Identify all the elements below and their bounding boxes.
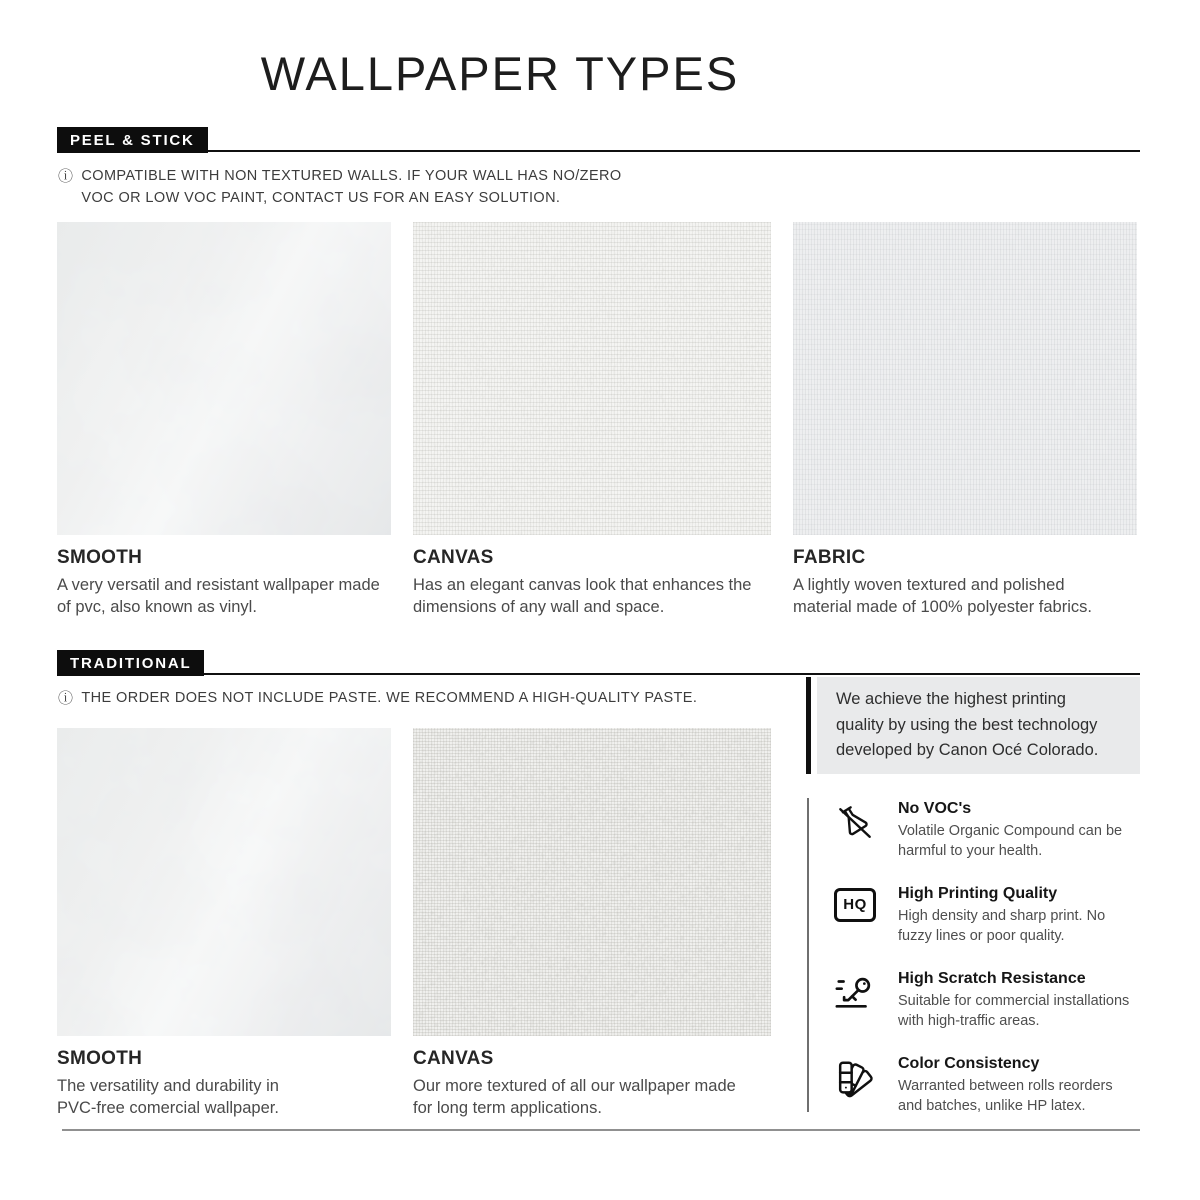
page-title: WALLPAPER TYPES [260,47,740,100]
callout-text: We achieve the highest printing [836,690,1066,708]
feature-list-divider [807,798,809,1112]
section-divider-line [57,673,1140,675]
swatch-description: A lightly woven textured and polished material made of 100% polyester fabrics. [793,576,1092,616]
texture-noise [793,222,1137,535]
feature-title: High Printing Quality [898,884,1058,902]
swatch-name: SMOOTH [57,1048,143,1069]
feature-title: Color Consistency [898,1054,1040,1072]
feature-description: High density and sharp print. No fuzzy lines or poor quality. [898,907,1106,944]
feature-no-voc [833,800,1140,861]
canvas-texture-sample [413,222,771,535]
peel-and-stick-note [58,166,622,210]
swatch-name: CANVAS [413,547,494,568]
note-line: THE ORDER DOES NOT INCLUDE PASTE. WE RECOMMEND A HIGH-QUALITY PASTE. [81,690,698,706]
feature-text [898,885,1140,946]
info-icon: ⓘ [58,690,74,707]
callout-text: developed by Canon Océ Colorado. [836,741,1099,760]
info-icon: ⓘ [58,168,74,185]
feature-title: High Scratch Resistance [898,969,1086,987]
feature-text [898,970,1140,1031]
note-line: VOC OR LOW VOC PAINT, CONTACT US FOR AN EASY SOLUTION. [81,189,561,206]
texture-noise [57,222,391,535]
swatch-card-canvas [413,728,771,1120]
swatch-description: Has an elegant canvas look that enhances the dimensions of any wall and space. [413,576,752,616]
feature-description: Warranted between rolls reorders and batches, unlike HP latex. [898,1077,1113,1114]
feature-title: No VOC's [898,799,972,817]
swatch-name: SMOOTH [57,547,143,568]
feature-text [898,1055,1140,1116]
section-label-traditional: TRADITIONAL [57,650,204,676]
traditional-note [58,688,697,710]
hq-badge-icon [833,885,877,931]
swatch-description: A very versatil and resistant wallpaper made of pvc, also known as vinyl. [57,576,380,616]
swatch-description: Our more textured of all our wallpaper made for long term applications. [413,1077,736,1117]
hq-badge-text: HQ [834,888,876,922]
traditional-swatch-row [57,728,771,1120]
fabric-texture-sample [793,222,1137,535]
feature-high-printing-quality [833,885,1140,946]
texture-noise [413,222,771,535]
sidebar [806,677,1140,1140]
feature-list [806,798,1140,1116]
texture-noise [57,728,391,1036]
feature-description: Suitable for commercial installations with high-traffic areas. [898,992,1130,1029]
color-swatchbook-icon [833,1055,877,1101]
callout-box [817,677,1140,774]
texture-noise [413,728,771,1036]
swatch-card-smooth [57,728,391,1120]
peel-and-stick-swatch-row [57,222,1137,619]
swatch-name: FABRIC [793,547,866,568]
feature-text [898,800,1140,861]
key-scratch-icon [833,970,877,1016]
callout-accent-bar [806,677,811,774]
canvas-texture-sample [413,728,771,1036]
section-label-peel-and-stick: PEEL & STICK [57,127,208,153]
smooth-texture-sample [57,222,391,535]
feature-color-consistency [833,1055,1140,1116]
no-voc-flask-icon [833,800,877,846]
section-divider-line [57,150,1140,152]
swatch-card-fabric [793,222,1137,619]
swatch-card-smooth [57,222,391,619]
feature-description: Volatile Organic Compound can be harmful to your health. [898,822,1123,859]
bottom-divider [62,1129,1140,1131]
swatch-name: CANVAS [413,1048,494,1069]
callout-text: quality by using the best technology [836,715,1098,734]
feature-high-scratch-resistance [833,970,1140,1031]
smooth-texture-sample [57,728,391,1036]
note-line: COMPATIBLE WITH NON TEXTURED WALLS. IF YOUR WALL HAS NO/ZERO [81,168,622,184]
printing-quality-callout [806,677,1140,774]
swatch-card-canvas [413,222,771,619]
swatch-description: The versatility and durability in PVC-free comercial wallpaper. [57,1077,279,1117]
